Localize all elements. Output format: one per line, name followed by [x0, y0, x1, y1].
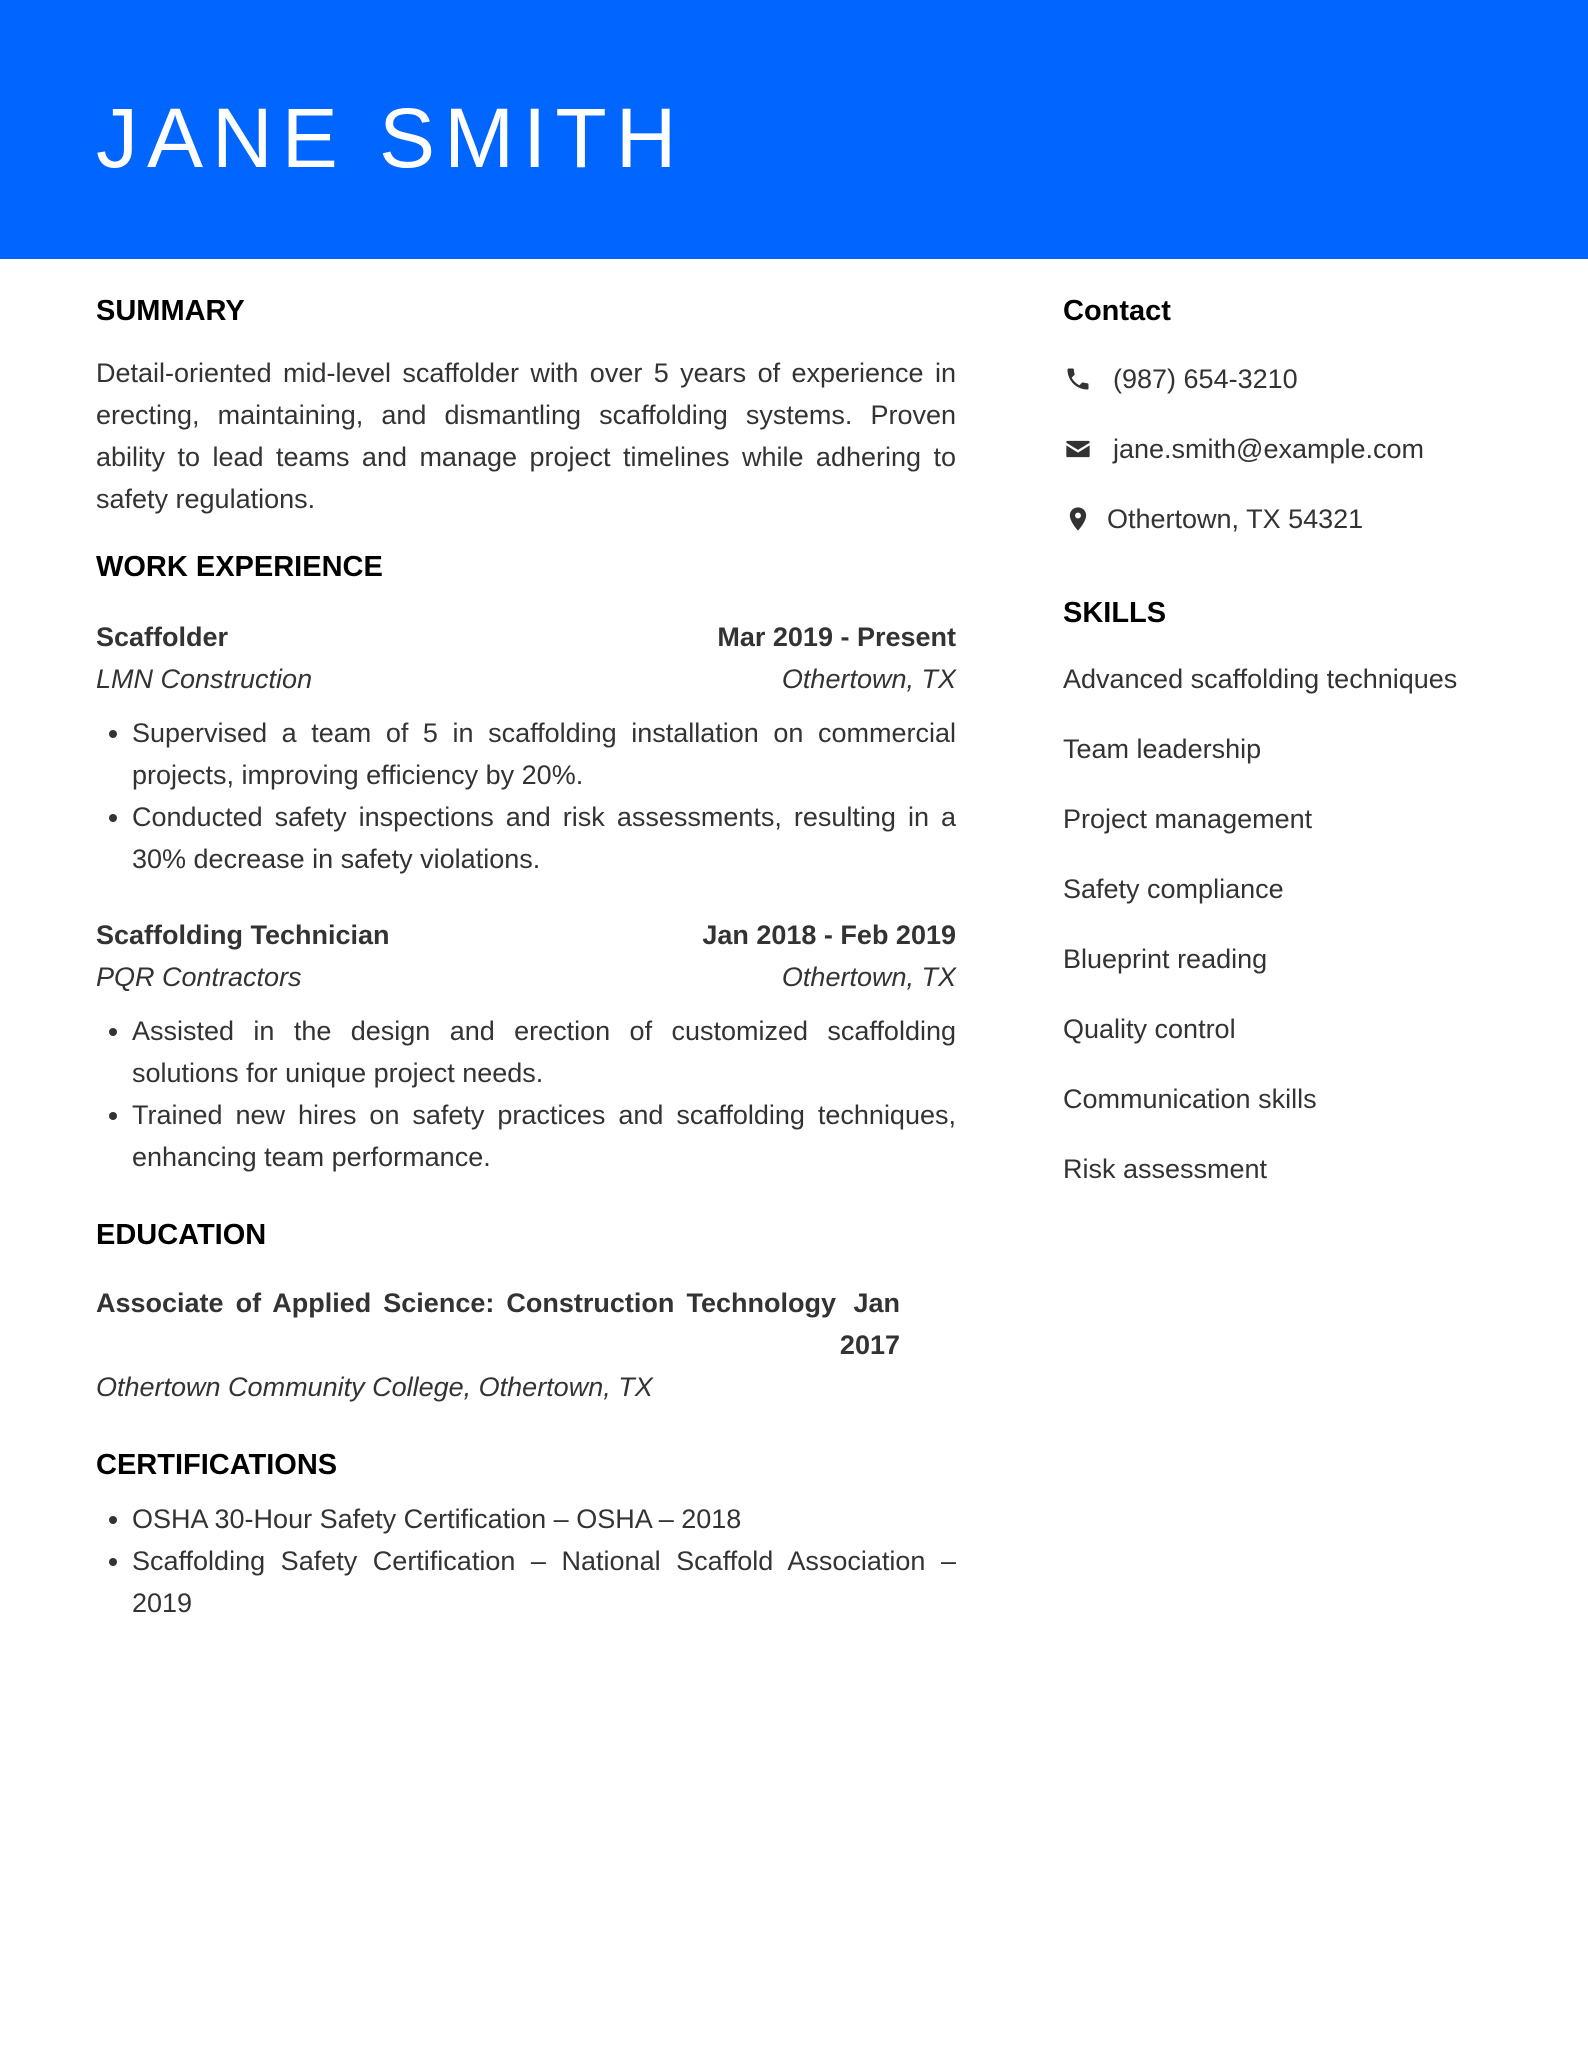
summary-heading: SUMMARY — [96, 295, 245, 327]
job-bullet: • Supervised a team of 5 in scaffolding installation on commercial projects, improving efficiency by 20%. — [132, 712, 956, 796]
envelope-icon — [1063, 434, 1093, 464]
education-entry — [96, 1282, 900, 1366]
contact-phone-text: (987) 654-3210 — [1113, 363, 1298, 394]
job-entry — [96, 914, 956, 1178]
skill-item: Risk assessment — [1063, 1154, 1268, 1184]
certification-item: • Scaffolding Safety Certification – National Scaffold Association – 2019 — [132, 1540, 956, 1624]
certifications-list — [96, 1498, 956, 1624]
job-bullets — [96, 1010, 956, 1178]
skills-list — [1063, 658, 1523, 1190]
skill-item: Blueprint reading — [1063, 944, 1268, 974]
contact-heading: Contact — [1063, 295, 1171, 327]
job-role: Scaffolding Technician — [96, 920, 390, 950]
job-role: Scaffolder — [96, 622, 229, 652]
certification-item: • OSHA 30-Hour Safety Certification – OSHA – 2018 — [132, 1498, 956, 1540]
job-bullet: • Conducted safety inspections and risk assessments, resulting in a 30% decrease in safety violations. — [132, 796, 956, 880]
work-experience-heading: WORK EXPERIENCE — [96, 551, 383, 583]
skills-heading: SKILLS — [1063, 597, 1167, 629]
education-degree: Associate of Applied Science: Construction Technology — [96, 1288, 836, 1318]
contact-email-text: jane.smith@example.com — [1113, 433, 1425, 464]
job-bullet: • Assisted in the design and erection of customized scaffolding solutions for unique project needs. — [132, 1010, 956, 1094]
job-entry — [96, 616, 956, 880]
job-bullet: • Trained new hires on safety practices and scaffolding techniques, enhancing team performance. — [132, 1094, 956, 1178]
contact-location — [1063, 498, 1523, 540]
education-date: Jan 2017 — [839, 1288, 900, 1360]
job-dates: Mar 2019 - Present — [717, 622, 956, 652]
skill-item: Advanced scaffolding techniques — [1063, 664, 1458, 694]
contact-email[interactable] — [1063, 428, 1523, 470]
sidebar-column — [1063, 290, 1523, 1218]
certifications-heading: CERTIFICATIONS — [96, 1449, 338, 1481]
skill-item: Communication skills — [1063, 1084, 1317, 1114]
skill-item: Quality control — [1063, 1014, 1236, 1044]
contact-list — [1063, 358, 1523, 540]
map-pin-icon — [1063, 504, 1093, 534]
contact-location-text: Othertown, TX 54321 — [1107, 503, 1364, 534]
phone-icon — [1063, 364, 1093, 394]
job-dates: Jan 2018 - Feb 2019 — [702, 920, 956, 950]
skill-item: Safety compliance — [1063, 874, 1284, 904]
job-company: LMN Construction — [96, 664, 313, 694]
job-location: Othertown, TX — [781, 664, 956, 694]
candidate-name: JANE SMITH — [96, 91, 686, 185]
skill-item: Team leadership — [1063, 734, 1262, 764]
summary-text: Detail-oriented mid-level scaffolder with over 5 years of experience in erecting, maintaining, and dismantling scaffolding systems. Proven ability to lead teams and manage project timelines while adhering to safety regulations. — [96, 358, 956, 514]
header-banner — [0, 0, 1588, 259]
contact-phone[interactable] — [1063, 358, 1523, 400]
main-column — [96, 290, 956, 1624]
job-location: Othertown, TX — [781, 962, 956, 992]
job-company: PQR Contractors — [96, 962, 302, 992]
education-heading: EDUCATION — [96, 1219, 267, 1251]
education-school: Othertown Community College, Othertown, TX — [96, 1372, 653, 1402]
job-bullets — [96, 712, 956, 880]
skill-item: Project management — [1063, 804, 1313, 834]
